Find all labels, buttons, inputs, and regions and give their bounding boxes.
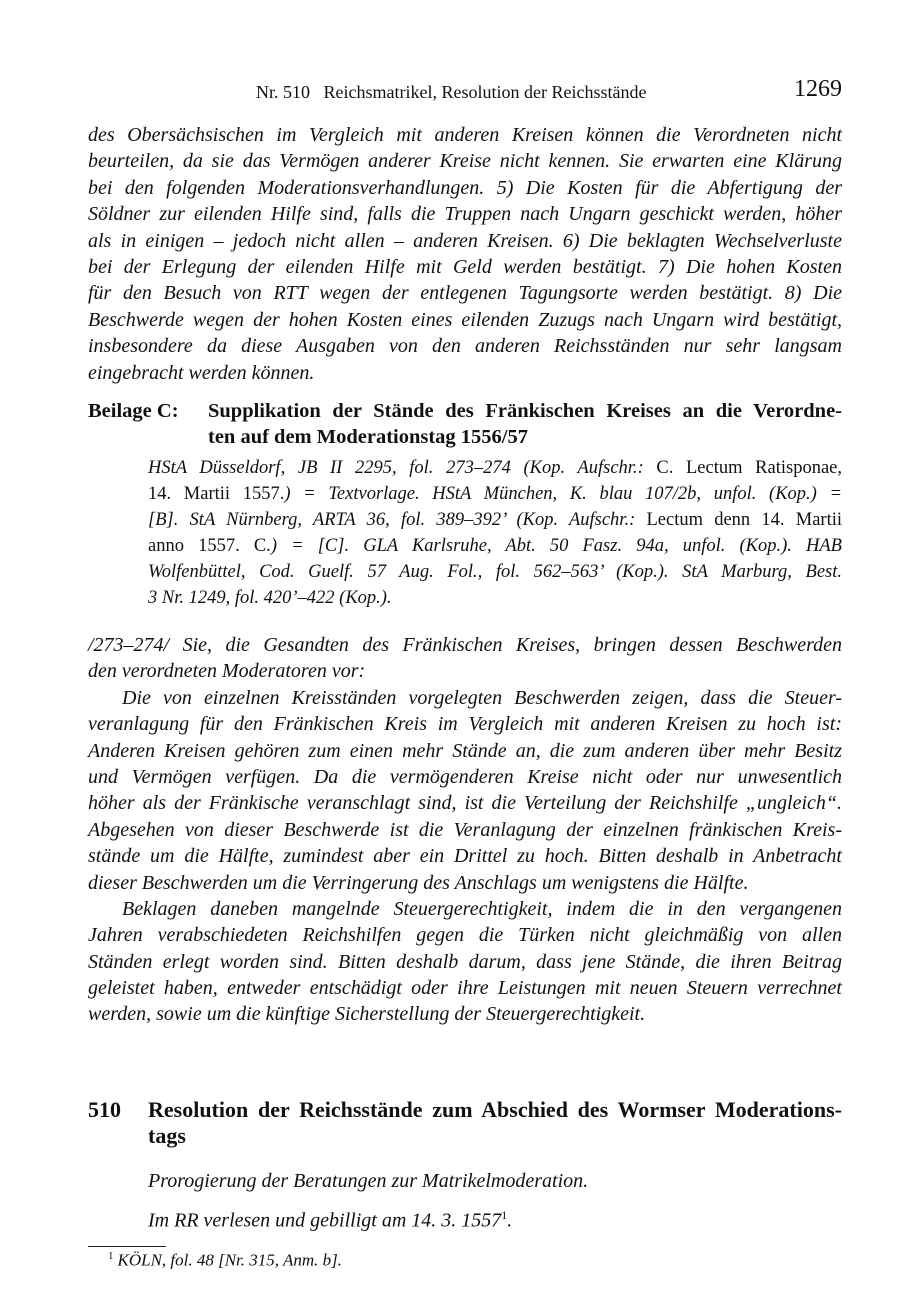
text-line: bei der Erlegung der eilenden Hilfe mit Geld werden bestätigt. 7) Die hohen Kosten: [88, 255, 842, 278]
text-line: Jahren verabschiedeten Reichshilfen gegen die Türken nicht gleichmäßig von allen: [88, 924, 842, 947]
text-line: werden, sowie um die künftige Sicherstellung der Steuergerechtigkeit.: [88, 1003, 646, 1026]
running-header: [88, 76, 842, 110]
source-transcription: C. Lectum Ratisponae,: [656, 458, 842, 478]
text-line: bei den folgenden Moderationsverhandlungen. 5) Die Kosten für die Abfertigung der: [88, 176, 842, 199]
text-line: Beschwerde wegen der hohen Kosten eines eilenden Zuzugs nach Ungarn wird bestätigt,: [88, 308, 842, 331]
text-line: beurteilen, da sie das Vermögen anderer Kreise nicht kennen. Sie erwarten eine Klärung: [88, 150, 842, 173]
text-line: Anderen Kreisen gehören zum einen mehr Stände an, die zum anderen über mehr Besitz: [88, 739, 842, 762]
section-title: [148, 1096, 842, 1149]
footnote: [108, 1250, 342, 1271]
paragraph-tax-justice: [88, 896, 842, 1028]
beilage-title-line: Supplikation der Stände des Fränkischen Kreises an die Verordne-: [208, 400, 842, 422]
source-transcription: Lectum denn 14. Martii: [646, 510, 842, 530]
source-apparatus: [148, 455, 842, 611]
footnote-ref[interactable]: 1: [501, 1208, 508, 1222]
section-note-text: Im RR verlesen und gebilligt am 14. 3. 1557: [148, 1209, 502, 1232]
text-line: /273–274/ Sie, die Gesandten des Fränkischen Kreises, bringen dessen Beschwerden: [88, 634, 842, 656]
text-line: Die von einzelnen Kreisständen vorgelegten Beschwerden zeigen, dass die Steuer-: [122, 686, 842, 709]
page-number: 1269: [794, 76, 842, 102]
text-line: Ständen erlegt worden sind. Bitten deshalb darum, dass jene Stände, die ihren Beitrag: [88, 950, 842, 973]
running-title: Nr. 510 Reichsmatrikel, Resolution der Reichsstände: [256, 82, 647, 102]
source-line: [148, 559, 842, 585]
section-title-line: tags: [148, 1123, 186, 1149]
text-line: stände um die Hälfte, zumindest aber ein Drittel zu hoch. Bitten deshalb in Anbetracht: [88, 845, 842, 868]
intro-paragraph: [88, 632, 842, 685]
beilage-title: [208, 398, 842, 451]
section-title-line: Resolution der Reichsstände zum Abschied des Wormser Moderations-: [148, 1097, 842, 1122]
text-line: geleistet haben, entweder entschädigt oder ihre Leistungen mit neuen Steuern verrechnet: [88, 977, 842, 1000]
source-reference: ) = Textvorlage. HStA München, K. blau 107/2b, unfol. (Kop.) =: [284, 484, 842, 504]
section-number: 510: [88, 1097, 121, 1122]
text-line: und Vermögen verfügen. Da die vermögenderen Kreise nicht oder nur unwesentlich: [88, 765, 842, 788]
source-reference: ) = [C]. GLA Karlsruhe, Abt. 50 Fasz. 94a, unfol. (Kop.). HAB: [270, 536, 842, 556]
source-reference: HStA Düsseldorf, JB II 2295, fol. 273–274 (Kop. Aufschr.:: [148, 458, 657, 478]
section-summary: Prorogierung der Beratungen zur Matrikelmoderation.: [148, 1170, 589, 1192]
beilage-title-line: ten auf dem Moderationstag 1556/57: [208, 426, 529, 449]
section-note: [148, 1208, 512, 1233]
source-line: [148, 585, 842, 611]
source-reference: [B]. StA Nürnberg, ARTA 36, fol. 389–392’ (Kop. Aufschr.:: [148, 510, 647, 530]
beilage-label: Beilage C:: [88, 400, 179, 422]
footnote-divider: [88, 1246, 166, 1247]
period: .: [507, 1209, 513, 1232]
footnote-number: 1: [108, 1250, 114, 1262]
text-line: als in einigen – jedoch nicht allen – anderen Kreisen. 6) Die beklagten Wechselverluste: [88, 229, 842, 252]
paragraph-complaints: [88, 685, 842, 896]
source-transcription: 14. Martii 1557.: [148, 484, 285, 504]
text-line: Söldner zur eilenden Hilfe sind, falls die Truppen nach Ungarn geschickt werden, höher: [88, 203, 842, 226]
paragraph-continued: [88, 122, 842, 386]
text-line: veranlagung für den Fränkischen Kreis im Vergleich mit anderen Kreisen zu hoch ist:: [88, 713, 842, 736]
text-line: insbesondere da diese Ausgaben von den anderen Reichsständen nur sehr langsam: [88, 335, 842, 358]
text-line: Abgesehen von dieser Beschwerde ist die Veranlagung der einzelnen fränkischen Kreis-: [88, 818, 842, 841]
text-line: für den Besuch von RTT wegen der entlegenen Tagungsorte werden bestätigt. 8) Die: [88, 282, 842, 305]
supplication-text: [88, 632, 842, 1028]
source-line: [148, 507, 842, 533]
source-reference: Wolfenbüttel, Cod. Guelf. 57 Aug. Fol., fol. 562–563’ (Kop.). StA Marburg, Best.: [148, 562, 842, 582]
text-line: den verordneten Moderatoren vor:: [88, 660, 366, 683]
text-line: Beklagen daneben mangelnde Steuergerechtigkeit, indem die in den vergangenen: [122, 897, 842, 920]
footnote-text: KÖLN, fol. 48 [Nr. 315, Anm. b].: [117, 1250, 343, 1270]
source-line: [148, 455, 842, 481]
source-transcription: anno 1557. C.: [148, 536, 271, 556]
text-line: des Obersächsischen im Vergleich mit anderen Kreisen können die Verordneten nicht: [88, 124, 842, 146]
text-line: dieser Beschwerden um die Verringerung des Anschlags um wenigstens die Hälfte.: [88, 871, 749, 894]
source-line: [148, 481, 842, 507]
text-line: eingebracht werden können.: [88, 361, 315, 384]
source-line: [148, 533, 842, 559]
source-reference: 3 Nr. 1249, fol. 420’–422 (Kop.).: [148, 588, 392, 608]
text-line: höher als der Fränkische veranschlagt sind, ist die Verteilung der Reichshilfe „ungleich“.: [88, 792, 842, 815]
